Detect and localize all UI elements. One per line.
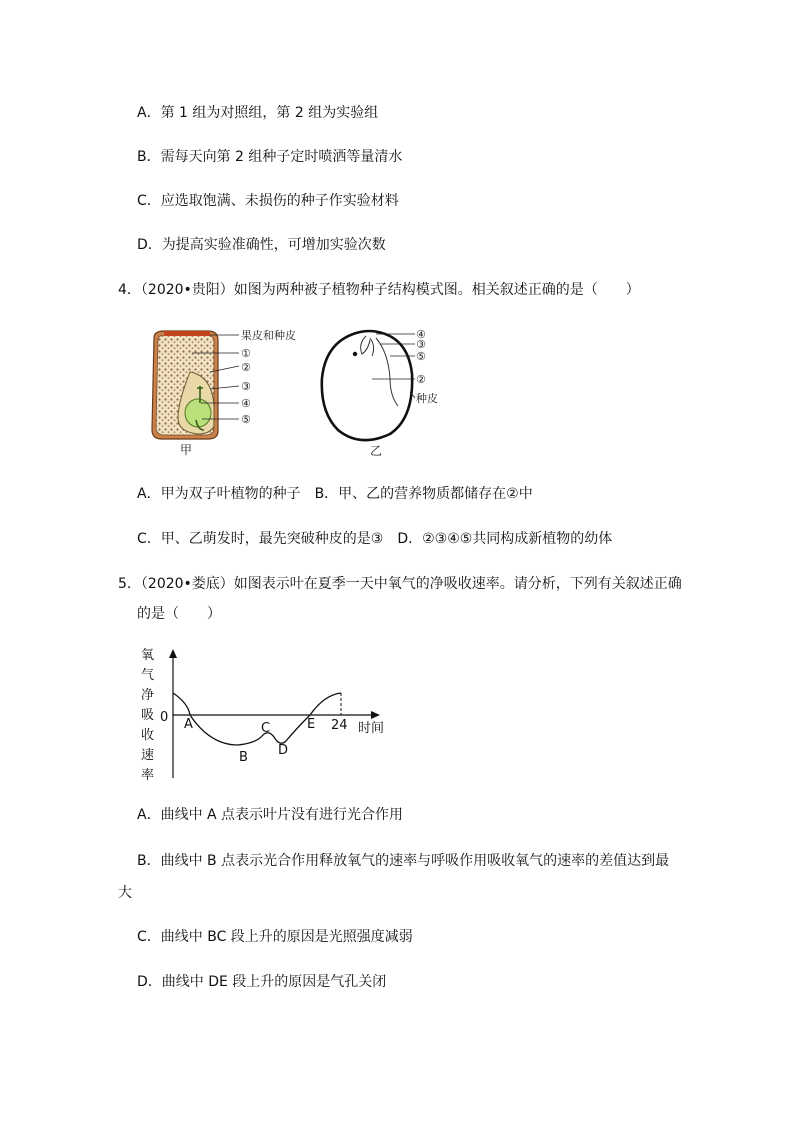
y-label-char-3: 净 (141, 688, 155, 703)
x-axis-arrow (371, 711, 380, 719)
y-axis-label (141, 648, 154, 783)
label-yi-2: ② (416, 373, 426, 386)
label-zhongpi: 种皮 (416, 392, 438, 405)
y-label-char-4: 吸 (141, 708, 155, 723)
point-b-label: B (239, 750, 248, 765)
y-axis-arrow (169, 649, 177, 658)
label-yi-5: ⑤ (416, 350, 426, 363)
oxygen-rate-graph (138, 643, 398, 783)
q5-option-b-line1: B．曲线中 B 点表示光合作用释放氧气的速率与呼吸作用吸收氧气的速率的差值达到最 (137, 853, 670, 869)
q3-option-c: C．应选取饱满、未损伤的种子作实验材料 (137, 193, 399, 209)
y-label-char-6: 速 (141, 748, 155, 763)
y-label-char-5: 收 (141, 728, 155, 743)
q3-option-d: D．为提高实验准确性，可增加实验次数 (137, 237, 386, 253)
label-yi-4: ④ (416, 328, 426, 341)
label-jia-5: ⑤ (241, 413, 251, 426)
q4-stem: 4．（2020•贵阳）如图为两种被子植物种子结构模式图。相关叙述正确的是（ ） (118, 282, 640, 298)
q5-option-a: A．曲线中 A 点表示叶片没有进行光合作用 (137, 807, 404, 823)
origin-label: 0 (160, 710, 169, 725)
label-jia-4: ④ (241, 397, 251, 410)
q4-option-cd: C．甲、乙萌发时，最先突破种皮的是③ D．②③④⑤共同构成新植物的幼体 (137, 531, 613, 547)
label-yi-3: ③ (416, 338, 426, 351)
q5-stem-line1: 5．（2020•娄底）如图表示叶在夏季一天中氧气的净吸收速率。请分析，下列有关叙述正确 (118, 576, 682, 592)
q3-option-b: B．需每天向第 2 组种子定时喷洒等量清水 (137, 149, 403, 165)
seed-yi-diagram (322, 331, 412, 440)
point-a-label: A (184, 717, 193, 732)
oxygen-curve (173, 693, 341, 745)
seed-structure-figure (140, 326, 440, 461)
q5-option-d: D．曲线中 DE 段上升的原因是气孔关闭 (137, 974, 387, 990)
y-label-char-7: 率 (141, 768, 155, 783)
x-end-label: 24 (331, 718, 348, 733)
q5-option-b-line2: 大 (118, 885, 132, 901)
y-label-char-2: 气 (141, 668, 155, 683)
y-label-char-1: 氧 (141, 648, 155, 663)
label-guopi-zhongpi: 果皮和种皮 (241, 329, 296, 342)
point-e-label: E (307, 717, 316, 732)
x-axis-label: 时间 (358, 721, 385, 736)
seed-yi-caption: 乙 (370, 444, 383, 458)
q5-option-c: C．曲线中 BC 段上升的原因是光照强度减弱 (137, 929, 413, 945)
label-jia-3: ③ (241, 380, 251, 393)
q5-stem-line2: 的是（ ） (137, 606, 221, 622)
q3-option-a: A．第 1 组为对照组，第 2 组为实验组 (137, 105, 379, 121)
label-jia-2: ② (241, 361, 251, 374)
seed-jia-diagram (152, 331, 218, 439)
label-jia-1: ① (241, 347, 251, 360)
point-d-label: D (278, 743, 289, 758)
q4-option-ab: A．甲为双子叶植物的种子 B．甲、乙的营养物质都储存在②中 (137, 486, 533, 502)
point-c-label: C (261, 721, 271, 736)
seed-jia-caption: 甲 (180, 443, 193, 457)
